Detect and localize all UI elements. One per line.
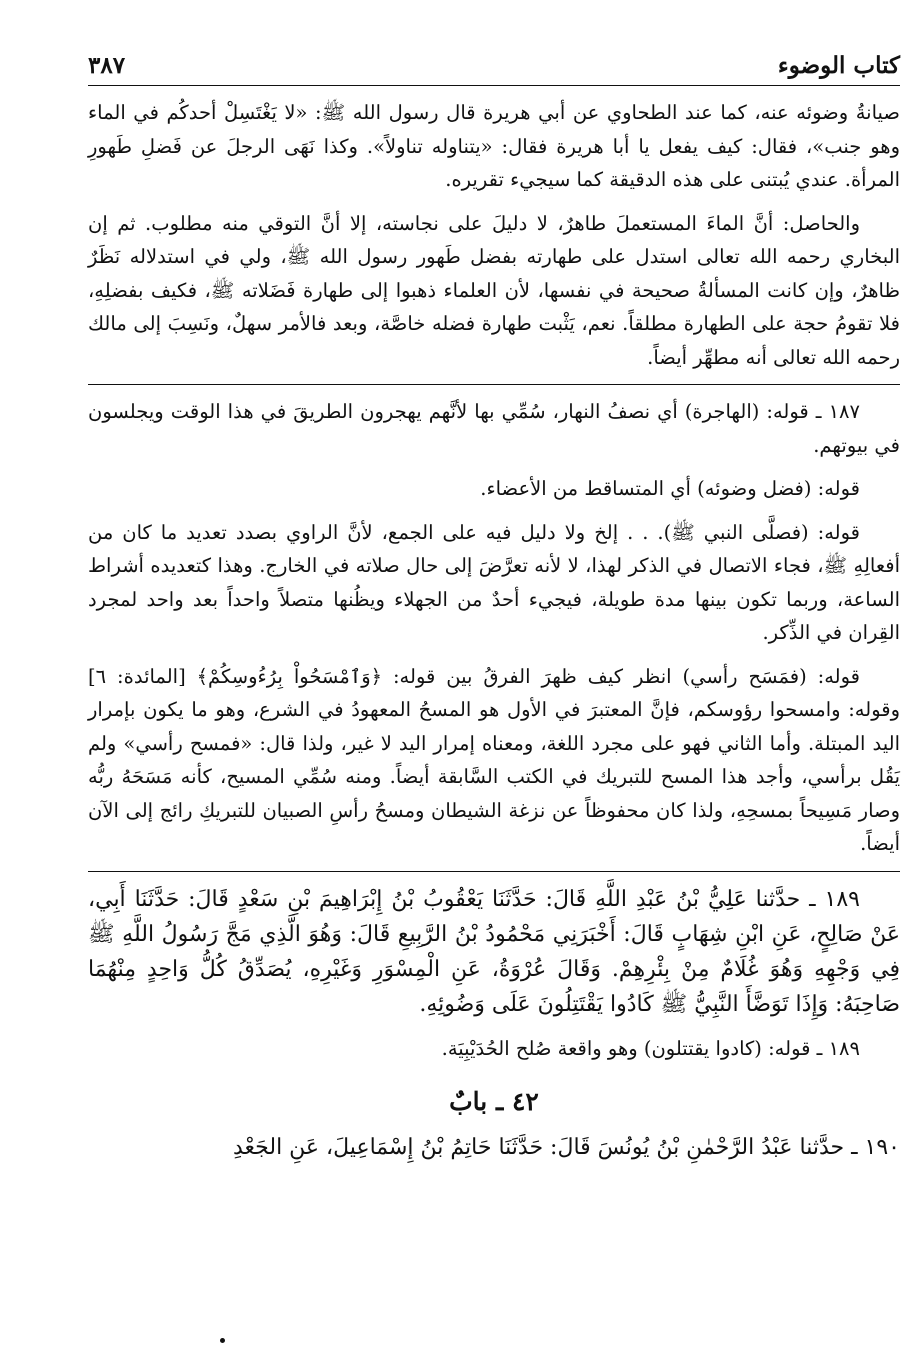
running-title: كتاب الوضوء <box>777 52 900 79</box>
commentary-wudu-fadl: قوله: (فضل وضوئه) أي المتساقط من الأعضاء. <box>480 477 860 500</box>
page-number: ٣٨٧ <box>88 52 126 79</box>
section-divider <box>88 384 900 385</box>
commentary-paragraph-1: صيانةُ وضوئه عنه، كما عند الطحاوي عن أبي هريرة قال رسول الله ﷺ: «لا يَغْتَسِلْ أحدكُم في الماء وهو جنب»، فقال: كيف يفعل يا أبا هريرة فقال: «يتناوله تناولاً». وكذا نَهَى الرجلَ عن فَضلِ طَهورِ المرأة. عندي يُبتنى على هذه الدقيقة كما سيجيء تقريره. <box>88 101 900 191</box>
section-divider <box>88 871 900 872</box>
commentary-masah: قوله: (فمَسَح رأسي) انظر كيف ظهرَ الفرقُ بين قوله: ﴿وَٱمْسَحُواْ بِرُءُوسِكُمْ﴾ [المائدة: ٦] وقوله: وامسحوا رؤوسكم، فإنَّ المعتبرَ في الأول هو المسحُ المعهودُ في الشرع، وهو ما يكون بإمرار اليد المبتلة. وأما الثاني فهو على مجرد اللغة، ومعناه إمرار اليد لا غير، ولذا قال: «فمسح رأسي» ولم يَقُل برأسي، وأجد هذا المسح للتبريك في الكتب السَّابقة أيضاً. ومنه سُمِّي المسيح، كأنه مَسَحَهُ ربُّه وصار مَسِيحاً بمسحِهِ، ولذا كان محفوظاً عن نزغة الشيطان ومسحُ رأسِ الصبيان للتبريكِ رائج إلى الآن أيضاً. <box>88 664 900 855</box>
chapter-heading: ٤٢ ـ بابٌ <box>449 1087 539 1116</box>
page-mark-dot <box>220 1338 225 1343</box>
page-header <box>88 52 900 86</box>
book-page <box>88 52 900 1175</box>
commentary-189: ١٨٩ ـ قوله: (كادوا يقتتلون) وهو واقعة صُلح الحُدَيْبِيَة. <box>441 1036 860 1060</box>
page-body <box>88 96 900 1165</box>
hadith-189: ١٨٩ ـ حدَّثنا عَلِيُّ بْنُ عَبْدِ اللَّهِ قَالَ: حَدَّثَنَا يَعْقُوبُ بْنُ إِبْرَاهِيمَ بْنِ سَعْدٍ قَالَ: حَدَّثَنَا أَبِي، عَنْ صَالِحٍ، عَنِ ابْنِ شِهَابٍ قَالَ: أَخْبَرَنِي مَحْمُودُ بْنُ الرَّبِيعِ قَالَ: وَهُوَ الَّذِي مَجَّ رَسُولُ اللَّهِ ﷺ فِي وَجْهِهِ وَهُوَ غُلَامٌ مِنْ بِئْرِهِمْ. وَقَالَ عُرْوَةُ، عَنِ الْمِسْوَرِ وَغَيْرِهِ، يُصَدِّقُ كُلُّ وَاحِدٍ مِنْهُمَا صَاحِبَهُ: وَإِذَا تَوَضَّأَ النَّبِيُّ ﷺ كَادُوا يَقْتَتِلُونَ عَلَى وَضُوئِهِ. <box>88 886 900 1017</box>
commentary-paragraph-2: والحاصل: أنَّ الماءَ المستعملَ طاهرٌ، لا دليلَ على نجاسته، إلا أنَّ التوقي منه مطلوب. ثم إن البخاري رحمه الله تعالى استدل على طهارته بفضل طَهور رسول الله ﷺ، ولي في استدلاله نَظَرٌ ظاهرٌ، وإن كانت المسألةُ صحيحة في نفسها، لأن العلماء ذهبوا إلى طهارة فَضَلاته ﷺ، فكيف بفضلِهِ، فلا تقومُ حجة على الطهارة مطلقاً. نعم، يَثْبت طهارة فضله خاصَّة، وبعد فالأمر سهلٌ، ونَسِبَ إلى مالك رحمه الله تعالى أنه مطهِّر أيضاً. <box>88 211 900 369</box>
commentary-187: ١٨٧ ـ قوله: (الهاجرة) أي نصفُ النهار، سُمِّي بها لأنَّهم يهجرون الطريقَ في هذا الوقت ويجلسون في بيوتهم. <box>88 400 900 457</box>
commentary-salla: قوله: (فصلَّى النبي ﷺ). . . إلخ ولا دليل فيه على الجمع، لأنَّ الراوي بصدد تعديد ما كان من أفعالِهِ ﷺ، فجاء الاتصال في الذكر لهذا، لا لأنه تعرَّضَ إلى حال صلاته في الخارج. وهذا كتعديده أشراط الساعة، وربما تكون بينها مدة طويلة، فيجيء أحدٌ من الجهلاء ويظُنها متصلاً واحداً بعد واحد لمجرد القِران في الذِّكر. <box>88 520 900 644</box>
hadith-190: ١٩٠ ـ حدَّثنا عَبْدُ الرَّحْمٰنِ بْنُ يُونُسَ قَالَ: حَدَّثَنَا حَاتِمُ بْنُ إِسْمَاعِيلَ، عَنِ الجَعْدِ <box>233 1135 900 1160</box>
